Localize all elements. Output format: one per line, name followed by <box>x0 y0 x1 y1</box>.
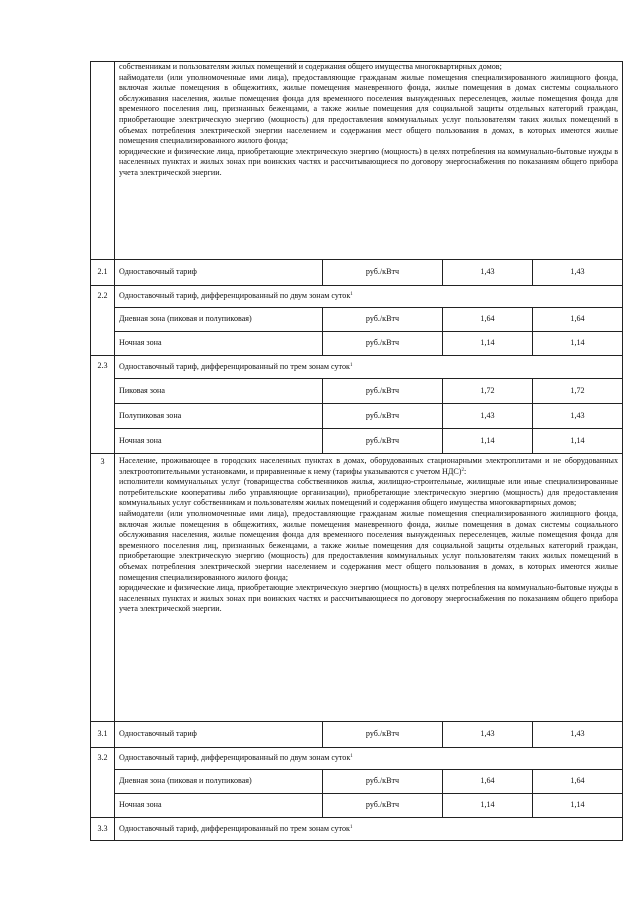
section-header-row <box>91 748 623 770</box>
row-number: 3.1 <box>91 722 115 748</box>
section-heading-text: Одноставочный тариф, дифференцированный по двум зонам суток <box>119 753 351 763</box>
row-number: 3 <box>91 454 115 722</box>
unit-cell: руб./кВтч <box>323 308 443 332</box>
value-cell-1: 1,14 <box>443 429 533 454</box>
value-cell-2: 1,64 <box>533 308 623 332</box>
unit-cell: руб./кВтч <box>323 260 443 286</box>
paragraph: собственникам и пользователям жилых помещений и содержания общего имущества многоквартирных домов; <box>119 62 502 71</box>
zone-label: Ночная зона <box>115 429 323 454</box>
value-cell-2: 1,43 <box>533 260 623 286</box>
section-header-row <box>91 818 623 841</box>
section-heading-text: Одноставочный тариф, дифференцированный по трем зонам суток <box>119 823 350 833</box>
value-cell-2: 1,43 <box>533 722 623 748</box>
table-row <box>91 308 623 332</box>
zone-label: Ночная зона <box>115 332 323 356</box>
section-heading-text: Одноставочный тариф, дифференцированный по трем зонам суток <box>119 361 350 371</box>
value-cell-1: 1,64 <box>443 770 533 794</box>
paragraph: юридические и физические лица, приобретающие электрическую энергию (мощность) в целях потребления на коммунально-бытовые нужды в населенных пунктах и жилых зонах при воинских частях и рассчитывающиеся по договору энергоснабжения по показаниям общего прибора учета электрической энергии. <box>119 583 619 614</box>
row-number: 3.3 <box>91 818 115 841</box>
section-heading <box>115 286 623 308</box>
unit-cell: руб./кВтч <box>323 722 443 748</box>
unit-cell: руб./кВтч <box>323 429 443 454</box>
value-cell-2: 1,14 <box>533 332 623 356</box>
table-row <box>91 260 623 286</box>
value-cell-1: 1,14 <box>443 332 533 356</box>
table-row <box>91 794 623 818</box>
zone-label: Пиковая зона <box>115 379 323 404</box>
tariff-label: Одноставочный тариф <box>115 722 323 748</box>
table-row <box>91 379 623 404</box>
zone-label: Ночная зона <box>115 794 323 818</box>
footnote-mark: 1 <box>349 824 353 830</box>
zone-label: Дневная зона (пиковая и полупиковая) <box>115 308 323 332</box>
row-number: 2.2 <box>91 286 115 356</box>
value-cell-1: 1,72 <box>443 379 533 404</box>
table-row <box>91 404 623 429</box>
table-row <box>91 429 623 454</box>
value-cell-2: 1,64 <box>533 770 623 794</box>
footnote-mark: 1 <box>349 362 353 368</box>
zone-label: Полупиковая зона <box>115 404 323 429</box>
unit-cell: руб./кВтч <box>323 332 443 356</box>
value-cell-2: 1,14 <box>533 429 623 454</box>
value-cell-2: 1,14 <box>533 794 623 818</box>
footnote-mark: 1 <box>350 292 353 298</box>
section-header-row <box>91 286 623 308</box>
unit-cell: руб./кВтч <box>323 770 443 794</box>
paragraph: исполнители коммунальных услуг (товарищества собственников жилья, жилищно-строительные, жилищные или иные специализированные потребительские кооперативы либо управляющие организации), приобретающие электрическую энергию (мощность) для предоставления коммунальных услуг собственникам и пользователям жилых помещений и содержания общего имущества многоквартирных домов; <box>119 477 619 508</box>
row-number: 2.1 <box>91 260 115 286</box>
intro-end: : <box>463 466 467 476</box>
value-cell-1: 1,43 <box>443 260 533 286</box>
table-row <box>91 62 623 260</box>
section-heading <box>115 818 623 841</box>
section-heading <box>115 356 623 379</box>
table-row <box>91 770 623 794</box>
section-header-row <box>91 356 623 379</box>
paragraph: юридические и физические лица, приобретающие электрическую энергию (мощность) в целях потребления на коммунально-бытовые нужды в населенных пунктах и жилых зонах при воинских частях и рассчитывающиеся по договору энергоснабжения по показаниям общего прибора учета электрической энергии. <box>119 146 619 177</box>
footnote-mark: 2 <box>461 467 464 473</box>
tariff-document <box>90 61 622 840</box>
unit-cell: руб./кВтч <box>323 794 443 818</box>
tariff-label: Одноставочный тариф <box>115 260 323 286</box>
table-row <box>91 722 623 748</box>
unit-cell: руб./кВтч <box>323 379 443 404</box>
intro-text: Население, проживающее в городских населенных пунктах в домах, оборудованных стационарными электроплитами и не оборудованных электроотопительными установками, и приравненные к нему (тарифы указываются с учетом НДС) <box>119 456 619 476</box>
footnote-mark: 1 <box>350 754 353 760</box>
section-heading <box>115 748 623 770</box>
table-row <box>91 454 623 722</box>
unit-cell: руб./кВтч <box>323 404 443 429</box>
value-cell-1: 1,64 <box>443 308 533 332</box>
paragraph: наймодатели (или уполномоченные ими лица), предоставляющие гражданам жилые помещения специализированного жилищного фонда, включая жилые помещения в общежитиях, жилые помещения маневренного фонда, жилые помещения в домах системы социального обслуживания населения, жилые помещения фонда для временного поселения вынужденных переселенцев, жилые помещения фонда для временного поселения лиц, признанных беженцами, а также жилые помещения для социальной защиты отдельных категорий граждан, приобретающие электрическую энергию (мощность) для предоставления коммунальных услуг пользователям таких жилых помещений в объемах потребления электрической энергии населением и содержания мест общего пользования в домах, в которых имеются жилые помещения специализированного жилого фонда; <box>119 72 619 146</box>
value-cell-1: 1,43 <box>443 722 533 748</box>
consumer-category-text <box>115 454 623 722</box>
paragraph: наймодатели (или уполномоченные ими лица), предоставляющие гражданам жилые помещения специализированного жилищного фонда, включая жилые помещения в общежитиях, жилые помещения маневренного фонда, жилые помещения в домах системы социального обслуживания населения, жилые помещения фонда для временного поселения вынужденных переселенцев, жилые помещения фонда для временного поселения лиц, признанных беженцами, а также жилые помещения для социальной защиты отдельных категорий граждан, приобретающие электрическую энергию (мощность) для предоставления коммунальных услуг пользователям таких жилых помещений в объемах потребления электрической энергии населением и содержания мест общего пользования в домах, в которых имеются жилые помещения специализированного жилого фонда; <box>119 508 619 582</box>
table-row <box>91 332 623 356</box>
row-number: 2.3 <box>91 356 115 454</box>
row-number: 3.2 <box>91 748 115 818</box>
consumer-category-text <box>115 62 623 260</box>
tariff-table <box>90 61 623 841</box>
value-cell-2: 1,72 <box>533 379 623 404</box>
section-heading-text: Одноставочный тариф, дифференцированный по двум зонам суток <box>119 291 351 301</box>
row-number-cell <box>91 62 115 260</box>
zone-label: Дневная зона (пиковая и полупиковая) <box>115 770 323 794</box>
value-cell-1: 1,14 <box>443 794 533 818</box>
value-cell-1: 1,43 <box>443 404 533 429</box>
paragraph <box>119 456 618 477</box>
value-cell-2: 1,43 <box>533 404 623 429</box>
